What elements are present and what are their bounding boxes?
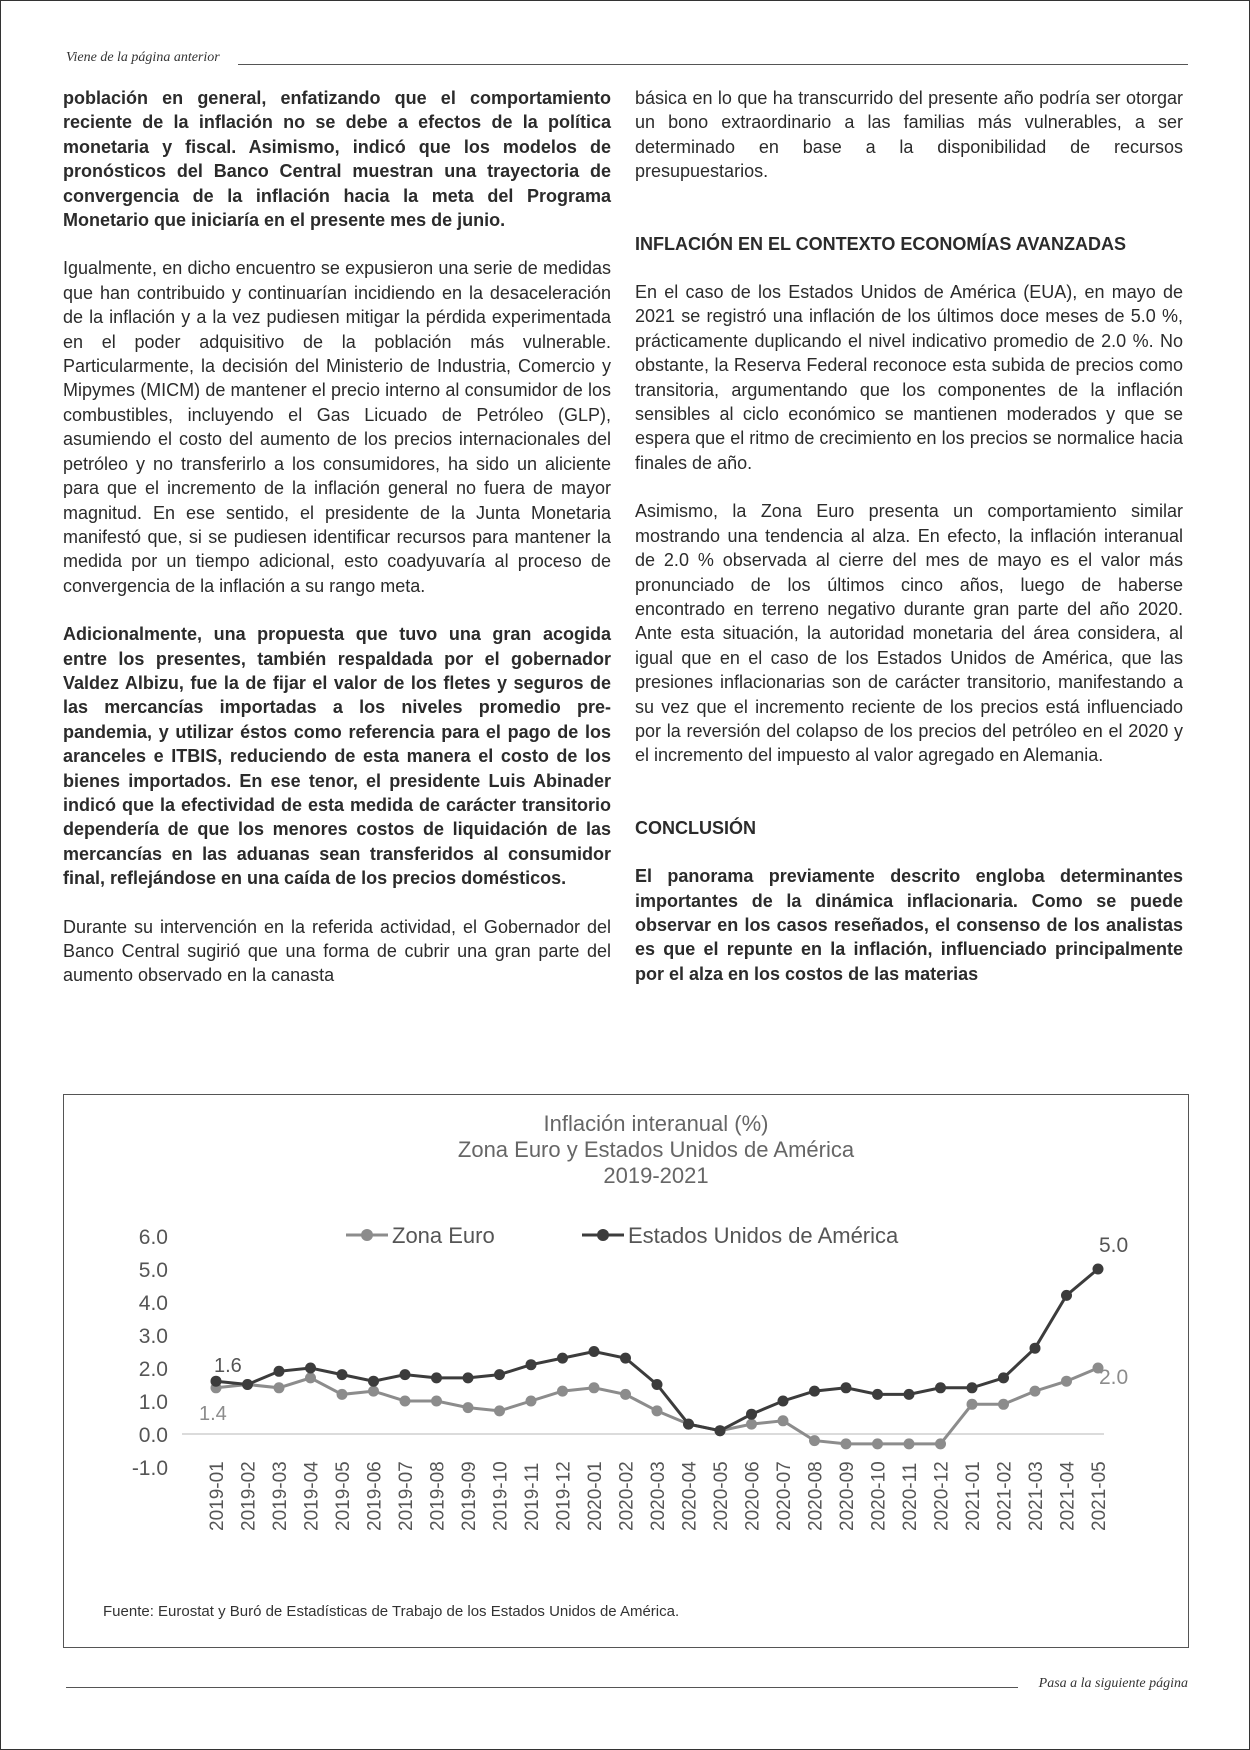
x-tick-label: 2020-08 [805,1461,827,1531]
data-point [998,1399,1009,1410]
x-tick-label: 2020-01 [585,1461,606,1531]
data-label: 1.6 [214,1355,242,1377]
data-point [967,1382,978,1393]
data-point [305,1372,316,1383]
x-tick-label: 2021-01 [963,1461,984,1531]
data-point [872,1389,883,1400]
x-tick-label: 2019-07 [396,1461,417,1531]
data-point [557,1386,568,1397]
y-tick-label: 5.0 [138,1259,168,1282]
data-point [274,1382,285,1393]
data-point [211,1376,222,1387]
x-tick-label: 2019-11 [522,1462,543,1531]
x-tick-label: 2020-12 [931,1461,953,1531]
y-tick-label: 4.0 [138,1292,168,1315]
y-tick-label: -1.0 [131,1457,168,1480]
section-heading: INFLACIÓN EN EL CONTEXTO ECONOMÍAS AVANZADAS [635,233,1127,254]
y-tick-label: 3.0 [138,1325,168,1348]
data-point [589,1382,600,1393]
x-tick-label: 2021-02 [994,1461,1016,1531]
chart-source: Fuente: Eurostat y Buró de Estadísticas de Trabajo de los Estados Unidos de América. [103,1603,680,1620]
x-tick-label: 2019-10 [490,1461,512,1531]
legend-label: Estados Unidos de América [628,1223,899,1248]
data-point [904,1389,915,1400]
running-footer [66,1676,1188,1696]
paragraph: Adicionalmente, una propuesta que tuvo una gran acogida entre los presentes, también respaldada por el gobernador Valdez Albizu, fue la de fijar el valor de los fletes y seguros de las mercancías importadas a los niveles promedio pre-pandemia, y utilizar éstos como referencia para el pago de los aranceles e ITBIS, reduciendo de esta manera el costo de los bienes importados. En ese tenor, el presidente Luis Abinader indicó que la efectividad de esta medida de carácter transitorio dependería de que los menores costos de liquidación de las mercancías en las aduanas sean transferidos al consumidor final, reflejándose en una caída de los precios domésticos. [63,624,611,889]
paragraph: Durante su intervención en la referida actividad, el Gobernador del Banco Central sugirió que una forma de cubrir una gran parte del aumento observado en la canasta [63,916,611,986]
data-point [809,1386,820,1397]
data-label: 2.0 [1099,1366,1129,1389]
x-tick-label: 2019-05 [333,1461,354,1531]
inflation-chart [63,1094,1189,1648]
x-tick-label: 2019-09 [459,1461,480,1531]
x-tick-label: 2020-09 [837,1461,858,1531]
left-column [63,86,611,1012]
x-tick-label: 2019-03 [270,1461,291,1531]
continued-from-label: Viene de la página anterior [66,50,226,66]
legend-marker [597,1229,609,1241]
data-point [1030,1343,1041,1354]
x-tick-label: 2019-12 [553,1461,575,1531]
data-point [494,1405,505,1416]
chart-years: 2019-2021 [603,1163,709,1188]
data-point [841,1382,852,1393]
data-point [431,1396,442,1407]
data-point [715,1425,726,1436]
data-point [620,1353,631,1364]
chart-title: Inflación interanual (%) [543,1111,769,1136]
data-point [431,1372,442,1383]
x-tick-label: 2021-04 [1057,1461,1079,1531]
data-point [589,1346,600,1357]
data-point [557,1353,568,1364]
data-point [683,1419,694,1430]
data-point [337,1389,348,1400]
data-point [872,1438,883,1449]
data-point [1061,1376,1072,1387]
x-tick-label: 2020-02 [616,1461,638,1531]
data-point [305,1363,316,1374]
data-point [746,1409,757,1420]
x-tick-label: 2019-04 [301,1461,323,1531]
chart-canvas [64,1095,1188,1647]
running-header [66,50,1188,70]
data-point [778,1396,789,1407]
data-label: 1.4 [199,1403,227,1425]
section-heading: CONCLUSIÓN [635,817,756,838]
paragraph: En el caso de los Estados Unidos de América (EUA), en mayo de 2021 se registró una inflación de los últimos doce meses de 5.0 %, prácticamente duplicando el nivel indicativo promedio de 2.0 %. No obstante, la Reserva Federal reconoce esta subida de precios como transitoria, argumentando que los componentes de la inflación sensibles al ciclo económico se mantienen moderados y que se espera que el ritmo de crecimiento en los precios se normalice hacia finales de año. [635,282,1183,473]
x-tick-label: 2019-01 [207,1461,228,1531]
x-tick-label: 2020-04 [679,1461,701,1531]
y-tick-label: 6.0 [138,1226,168,1249]
footer-rule [66,1687,1018,1688]
data-point [494,1369,505,1380]
paragraph: población en general, enfatizando que el comportamiento reciente de la inflación no se debe a efectos de la política monetaria y fiscal. Asimismo, indicó que los modelos de pronósticos del Banco Central muestran una trayectoria de convergencia de la inflación hacia la meta del Programa Monetario que iniciaría en el presente mes de junio. [63,88,611,231]
continues-on-label: Pasa a la siguiente página [1038,1676,1188,1691]
data-point [1093,1264,1104,1275]
paragraph: El panorama previamente descrito engloba determinantes importantes de la dinámica inflacionaria. Como se puede observar en los casos reseñados, el consenso de los analistas es que el repunte en la inflación, influenciado principalmente por el alza en los costos de las materias [635,866,1183,984]
data-point [400,1396,411,1407]
x-tick-label: 2019-02 [238,1461,260,1531]
x-tick-label: 2019-06 [364,1461,386,1531]
data-point [463,1402,474,1413]
data-point [368,1376,379,1387]
data-point [652,1405,663,1416]
x-tick-label: 2020-06 [742,1461,764,1531]
y-tick-label: 1.0 [138,1391,168,1414]
chart-subtitle: Zona Euro y Estados Unidos de América [457,1137,855,1162]
data-point [904,1438,915,1449]
data-point [400,1369,411,1380]
data-point [463,1372,474,1383]
x-tick-label: 2020-05 [711,1461,732,1531]
y-tick-label: 0.0 [138,1424,168,1447]
x-tick-label: 2020-07 [774,1461,795,1531]
paragraph: básica en lo que ha transcurrido del presente año podría ser otorgar un bono extraordinario a las familias más vulnerables, a ser determinado en base a la disponibilidad de recursos presupuestarios. [635,88,1183,182]
y-tick-label: 2.0 [138,1358,168,1381]
data-point [778,1415,789,1426]
data-point [841,1438,852,1449]
data-point [274,1366,285,1377]
data-point [746,1419,757,1430]
x-tick-label: 2019-08 [427,1461,449,1531]
data-point [652,1379,663,1390]
data-point [1061,1290,1072,1301]
right-column [635,86,1183,1010]
x-tick-label: 2020-03 [648,1461,669,1531]
legend-marker [361,1229,373,1241]
data-point [526,1396,537,1407]
paragraph: Asimismo, la Zona Euro presenta un comportamiento similar mostrando una tendencia al alza. En efecto, la inflación interanual de 2.0 % observada al cierre del mes de mayo es el valor más pronunciado de los últimos cinco años, luego de haberse encontrado en terreno negativo durante gran parte del año 2020. Ante esta situación, la autoridad monetaria del área considera, al igual que en el caso de los Estados Unidos de América, que las presiones inflacionarias son de carácter transitorio, manifestando a su vez que el incremento reciente de los precios está influenciado por la reversión del colapso de los precios del petróleo en el 2020 y el incremento del impuesto al valor agregado en Alemania. [635,501,1183,766]
data-label: 5.0 [1099,1234,1129,1257]
data-point [368,1386,379,1397]
x-tick-label: 2021-05 [1089,1461,1110,1531]
header-rule [238,64,1188,65]
data-point [967,1399,978,1410]
data-point [1030,1386,1041,1397]
data-point [809,1435,820,1446]
data-point [526,1359,537,1370]
x-tick-label: 2021-03 [1026,1461,1047,1531]
data-point [337,1369,348,1380]
data-point [935,1438,946,1449]
x-tick-label: 2020-10 [868,1461,890,1531]
data-point [998,1372,1009,1383]
data-point [935,1382,946,1393]
x-tick-label: 2020-11 [900,1462,921,1531]
data-point [620,1389,631,1400]
data-point [242,1379,253,1390]
legend-label: Zona Euro [392,1223,495,1248]
paragraph: Igualmente, en dicho encuentro se expusieron una serie de medidas que han contribuido y continuarían incidiendo en la desaceleración de la inflación y a la vez pudiesen mitigar la pérdida experimentada en el poder adquisitivo de la población más vulnerable. Particularmente, la decisión del Ministerio de Industria, Comercio y Mipymes (MICM) de mantener el precio interno al consumidor de los combustibles, incluyendo el Gas Licuado de Petróleo (GLP), asumiendo el costo del aumento de los precios internacionales del petróleo y no transferirlo a los consumidores, ha sido un aliciente para que el incremento de la inflación general no fuera de mayor magnitud. En ese sentido, el presidente de la Junta Monetaria manifestó que, si se pudiesen identificar recursos para mantener la medida por un tiempo adicional, esto coadyuvaría al proceso de convergencia de la inflación a su rango meta. [63,258,611,596]
